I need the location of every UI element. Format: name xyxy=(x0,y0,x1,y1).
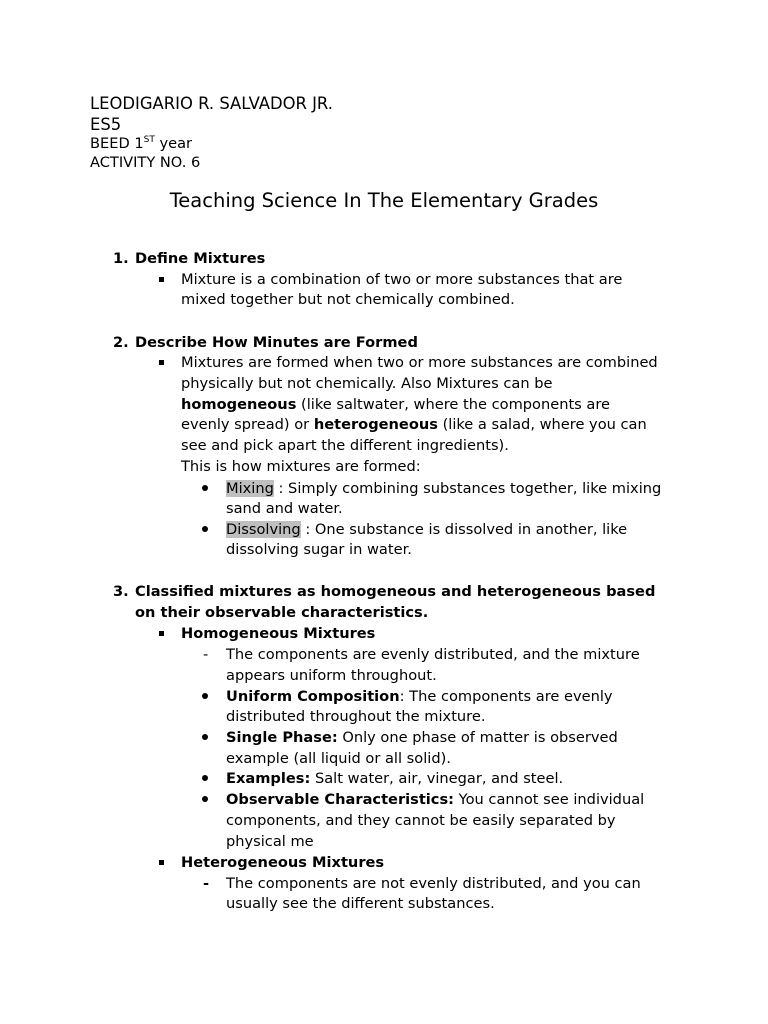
square-bullet-icon xyxy=(159,277,164,282)
q2-paragraph-line: physically but not chemically. Also Mixtures can be xyxy=(181,375,553,392)
dissolving-item: Dissolving : One substance is dissolved in another, like xyxy=(226,521,628,538)
heterogeneous-desc: usually see the different substances. xyxy=(226,895,495,912)
q1-heading: Define Mixtures xyxy=(135,250,266,267)
q2-paragraph-line: This is how mixtures are formed: xyxy=(181,458,421,475)
observable-item-cont: physical me xyxy=(226,833,314,850)
homogeneous-heading: Homogeneous Mixtures xyxy=(181,625,376,642)
uniform-item-cont: distributed throughout the mixture. xyxy=(226,708,486,725)
round-bullet-icon xyxy=(202,693,208,699)
mixing-highlight: Mixing xyxy=(226,480,274,497)
course-year: BEED 1ST year xyxy=(90,135,193,152)
round-bullet-icon xyxy=(202,485,208,491)
dissolving-highlight: Dissolving xyxy=(226,521,301,538)
author-name: LEODIGARIO R. SALVADOR JR. xyxy=(90,94,333,113)
q2-paragraph-line: Mixtures are formed when two or more substances are combined xyxy=(181,354,658,371)
q1-answer-line: mixed together but not chemically combined. xyxy=(181,291,515,308)
q1-number: 1. xyxy=(113,250,129,267)
q2-paragraph-line: see and pick apart the different ingredients). xyxy=(181,437,509,454)
q2-paragraph-line: homogeneous (like saltwater, where the components are xyxy=(181,396,611,413)
q3-number: 3. xyxy=(113,583,129,600)
square-bullet-icon xyxy=(159,631,164,636)
term-homogeneous: homogeneous xyxy=(181,396,297,413)
activity-number: ACTIVITY NO. 6 xyxy=(90,154,201,171)
single-phase-item-cont: example (all liquid or all solid). xyxy=(226,750,451,767)
q2-number: 2. xyxy=(113,334,129,351)
q2-paragraph-line: evenly spread) or heterogeneous (like a salad, where you can xyxy=(181,416,647,433)
dissolving-item-cont: dissolving sugar in water. xyxy=(226,541,412,558)
square-bullet-icon xyxy=(159,360,164,365)
round-bullet-icon xyxy=(202,796,208,802)
q2-heading: Describe How Minutes are Formed xyxy=(135,334,418,351)
examples-item: Examples: Salt water, air, vinegar, and steel. xyxy=(226,770,564,787)
single-phase-item: Single Phase: Only one phase of matter is observed xyxy=(226,729,618,746)
section-code: ES5 xyxy=(90,115,122,134)
term-heterogeneous: heterogeneous xyxy=(313,416,438,433)
dash-bullet: - xyxy=(203,875,210,892)
mixing-item-cont: sand and water. xyxy=(226,500,343,517)
q3-heading: Classified mixtures as homogeneous and heterogeneous based xyxy=(135,583,656,600)
dash-bullet: - xyxy=(203,646,209,663)
mixing-item: Mixing : Simply combining substances together, like mixing xyxy=(226,480,662,497)
round-bullet-icon xyxy=(202,775,208,781)
homogeneous-desc: The components are evenly distributed, and the mixture xyxy=(226,646,640,663)
observable-item: Observable Characteristics: You cannot see individual xyxy=(226,791,645,808)
document-title: Teaching Science In The Elementary Grades xyxy=(169,189,599,212)
q3-heading: on their observable characteristics. xyxy=(135,604,429,621)
heterogeneous-desc: The components are not evenly distributed, and you can xyxy=(226,875,641,892)
uniform-item: Uniform Composition: The components are evenly xyxy=(226,688,613,705)
heterogeneous-heading: Heterogeneous Mixtures xyxy=(181,854,385,871)
observable-item-cont: components, and they cannot be easily separated by xyxy=(226,812,616,829)
square-bullet-icon xyxy=(159,860,164,865)
round-bullet-icon xyxy=(202,526,208,532)
q1-answer-line: Mixture is a combination of two or more substances that are xyxy=(181,271,623,288)
homogeneous-desc: appears uniform throughout. xyxy=(226,667,437,684)
round-bullet-icon xyxy=(202,734,208,740)
